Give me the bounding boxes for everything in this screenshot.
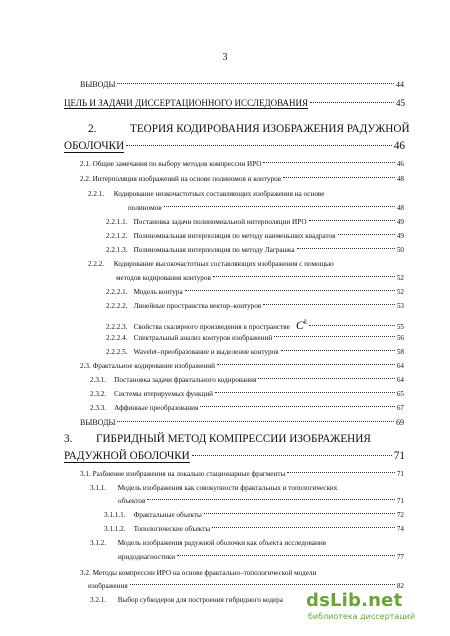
- toc-entry-number: 3.1.1.2.: [104, 525, 126, 533]
- toc-entry-page: 48: [396, 204, 404, 212]
- toc-entry-title: 3.1. Разбиение изображения на локально стационарные фрагменты: [80, 470, 286, 478]
- toc-entry-3-1-2-continuation[interactable]: [118, 553, 404, 561]
- toc-entry-number: 2.2.2.4.: [106, 334, 128, 342]
- dot-leader: [130, 584, 395, 585]
- dot-leader: [213, 276, 395, 277]
- toc-entry-number: 2.3.3.: [90, 404, 107, 412]
- toc-chapter-3-heading[interactable]: [64, 433, 371, 445]
- toc-entry-number: 2.3.1.: [90, 376, 107, 384]
- dot-leader: [185, 290, 395, 291]
- toc-entry-title: 2.3. Фрактальное кодирование изображений: [80, 362, 215, 370]
- toc-entry-page: 56: [396, 334, 404, 342]
- toc-entry-number: 3.1.2.: [90, 539, 107, 547]
- toc-entry-title: ВЫВОДЫ: [80, 80, 116, 89]
- toc-entry-number: 3.2.1.: [90, 596, 107, 604]
- toc-entry-title: Топологические объекты: [133, 525, 211, 533]
- toc-entry-title: Модель изображения как совокупности фрактальных и топологических: [117, 484, 338, 492]
- toc-entry-2-2-2-4[interactable]: [106, 334, 404, 342]
- dot-leader: [263, 304, 395, 305]
- toc-entry-page: 49: [396, 232, 404, 240]
- dot-leader: [283, 177, 395, 178]
- toc-entry-page: 71: [393, 450, 405, 462]
- toc-entry-2-3[interactable]: [80, 362, 404, 370]
- dot-leader: [274, 336, 395, 337]
- toc-entry-3-2-continuation[interactable]: [88, 582, 404, 590]
- toc-entry-title: Модель контура: [133, 288, 183, 296]
- toc-entry-number: 2.2.2.5.: [106, 348, 128, 356]
- toc-entry-title: Полиномиальная интерполяция по методу наименьших квадратов: [133, 232, 336, 240]
- toc-entry-page: 71: [396, 470, 404, 478]
- toc-entry-3-1-2[interactable]: [90, 539, 326, 547]
- dslib-logo: dsLib.net: [306, 590, 403, 611]
- toc-entry-title: ГИБРИДНЫЙ МЕТОД КОМПРЕССИИ ИЗОБРАЖЕНИЯ: [95, 433, 371, 445]
- toc-entry-number: 2.2.1.: [88, 190, 105, 198]
- toc-entry-page: 55: [396, 323, 404, 331]
- toc-entry-number: 2.2.2.2.: [106, 302, 128, 310]
- toc-entry-page: 71: [396, 497, 404, 505]
- toc-entry-3-1-1[interactable]: [90, 484, 337, 492]
- dot-leader: [177, 555, 395, 556]
- toc-entry-2-2-1-1[interactable]: [106, 218, 404, 226]
- toc-entry-number: 2.2.1.1.: [106, 218, 128, 226]
- toc-entry-number: 2.2.2.3.: [106, 323, 128, 331]
- toc-entry-page: 64: [396, 362, 404, 370]
- toc-entry-2-2-2-5[interactable]: [106, 348, 404, 356]
- dslib-caption: библиотека диссертаций: [308, 612, 416, 621]
- toc-entry-title-cont: ОБОЛОЧКИ: [64, 140, 125, 152]
- dot-leader: [287, 472, 395, 473]
- dot-leader: [217, 364, 395, 365]
- toc-entry-page: 52: [396, 288, 404, 296]
- toc-entry-3-1[interactable]: [80, 470, 404, 478]
- page-number: 3: [222, 52, 228, 63]
- toc-entry-2-2-1-2[interactable]: [106, 232, 404, 240]
- toc-entry-page: 44: [396, 80, 404, 89]
- toc-entry-title: Wavelet–преобразование и выделение контуров: [133, 348, 279, 356]
- toc-entry-goals[interactable]: [64, 98, 405, 109]
- toc-entry-title: Свойства скалярного произведения в пространстве: [133, 323, 290, 331]
- dot-leader: [212, 527, 395, 528]
- toc-entry-page: 58: [396, 348, 404, 356]
- dot-leader: [192, 455, 392, 456]
- toc-entry-title: Полиномиальная интерполяция по методу Лагранжа: [133, 246, 295, 254]
- dot-leader: [281, 350, 395, 351]
- toc-entry-title: ВЫВОДЫ: [80, 418, 116, 427]
- toc-entry-title: Аффинные преобразования: [114, 404, 199, 412]
- toc-entry-title: 2.2. Интерполяция изображений на основе полиномов и контуров: [80, 175, 282, 183]
- dot-leader: [117, 83, 394, 84]
- dot-leader: [309, 220, 395, 221]
- toc-chapter-3-continuation[interactable]: [64, 450, 405, 463]
- toc-entry-title: Постановка задачи полиномиальной интерполяции ИРО: [133, 218, 307, 226]
- toc-entry-title-cont: полиномов: [128, 204, 162, 212]
- toc-entry-2-2-1-continuation[interactable]: [128, 204, 404, 212]
- dot-leader: [258, 378, 395, 379]
- dot-leader: [309, 325, 395, 326]
- toc-entry-2-2-2-3[interactable]: [106, 318, 404, 333]
- toc-entry-page: 64: [396, 376, 404, 384]
- toc-entry-number: 3.1.1.: [90, 484, 107, 492]
- dot-leader: [263, 162, 394, 163]
- toc-entry-title: Выбор субкодеров для построения гибридного кодера: [117, 596, 283, 604]
- toc-entry-page: 49: [396, 218, 404, 226]
- toc-entry-title: Системы итерируемых функций: [114, 390, 214, 398]
- toc-entry-3-1-1-1[interactable]: [104, 511, 404, 519]
- dot-leader: [117, 421, 394, 422]
- dot-leader: [204, 513, 395, 514]
- toc-entry-page: 48: [396, 175, 404, 183]
- toc-entry-3-1-1-2[interactable]: [104, 525, 404, 533]
- toc-entry-title-cont: методов кодирования контуров: [116, 274, 211, 282]
- toc-entry-3-2-1[interactable]: [90, 596, 283, 604]
- dot-leader: [215, 392, 395, 393]
- toc-entry-3-2[interactable]: [80, 569, 316, 577]
- toc-entry-2-3-3[interactable]: [90, 404, 404, 412]
- toc-entry-title-cont: изображения: [88, 582, 128, 590]
- toc-entry-number: 2.2.2.: [88, 260, 105, 268]
- toc-entry-page: 46: [393, 140, 405, 152]
- toc-entry-2-2-1-3[interactable]: [106, 246, 404, 254]
- toc-entry-3-1-1-continuation[interactable]: [118, 497, 404, 505]
- dot-leader: [338, 234, 395, 235]
- toc-entry-title: 3.2. Методы компрессии ИРО на основе фрактально–топологической модели: [80, 569, 317, 577]
- toc-entry-2-2-2[interactable]: [88, 260, 334, 268]
- toc-entry-2-2-1[interactable]: [88, 190, 324, 198]
- toc-entry-page: 46: [396, 160, 404, 168]
- toc-chapter-2-heading[interactable]: [88, 123, 410, 135]
- toc-entry-title: ЦЕЛЬ И ЗАДАЧИ ДИССЕРТАЦИОННОГО ИССЛЕДОВАНИЯ: [64, 98, 309, 108]
- toc-entry-title: Фрактальные объекты: [133, 511, 202, 519]
- toc-entry-title: ТЕОРИЯ КОДИРОВАНИЯ ИЗОБРАЖЕНИЯ РАДУЖНОЙ: [129, 123, 410, 135]
- toc-entry-number: 3.: [64, 433, 73, 445]
- toc-entry-page: 45: [396, 98, 405, 108]
- toc-entry-page: 77: [396, 553, 404, 561]
- toc-chapter-2-continuation[interactable]: [64, 140, 405, 153]
- toc-entry-conclusions-2[interactable]: [80, 418, 404, 427]
- toc-entry-number: 2.2.2.1.: [106, 288, 128, 296]
- toc-entry-title-cont: объектов: [118, 497, 146, 505]
- toc-entry-2-3-1[interactable]: [90, 376, 404, 384]
- math-symbol-ck: $C^k$: [295, 318, 307, 332]
- toc-entry-page: 67: [396, 404, 404, 412]
- toc-entry-2-2-2-continuation[interactable]: [116, 274, 404, 282]
- toc-entry-title: 2.1. Общие замечания по выбору методов компрессии ИРО: [80, 160, 262, 168]
- toc-entry-2-2-2-1[interactable]: [106, 288, 404, 296]
- toc-entry-title-cont: РАДУЖНОЙ ОБОЛОЧКИ: [64, 450, 190, 462]
- toc-entry-page: 74: [396, 525, 404, 533]
- toc-entry-title: Линейные пространства вектор–контуров: [133, 302, 262, 310]
- toc-entry-title: Кодирование низкочастотных составляющих изображения на основе: [113, 190, 325, 198]
- dot-leader: [297, 248, 395, 249]
- toc-entry-page: 72: [396, 511, 404, 519]
- toc-entry-2-2[interactable]: [80, 175, 404, 183]
- toc-entry-page: 82: [396, 582, 404, 590]
- dot-leader: [147, 499, 394, 500]
- toc-entry-number: 2.2.1.2.: [106, 232, 128, 240]
- toc-entry-number: 2.3.2.: [90, 390, 107, 398]
- dot-leader: [200, 406, 395, 407]
- toc-entry-title: Спектральный анализ контуров изображений: [133, 334, 273, 342]
- toc-entry-2-2-2-2[interactable]: [106, 302, 404, 310]
- toc-entry-number: 3.1.1.1.: [104, 511, 126, 519]
- dot-leader: [310, 102, 394, 103]
- toc-entry-page: 53: [396, 302, 404, 310]
- toc-entry-2-3-2[interactable]: [90, 390, 404, 398]
- toc-entry-number: 2.2.1.3.: [106, 246, 128, 254]
- toc-entry-title: Модель изображения радужной оболочки как объекта исследования: [117, 539, 326, 547]
- toc-entry-page: 50: [396, 246, 404, 254]
- dot-leader: [164, 206, 395, 207]
- toc-entry-page: 52: [396, 274, 404, 282]
- toc-entry-conclusions-1[interactable]: [80, 80, 404, 89]
- toc-entry-2-1[interactable]: [80, 160, 404, 168]
- toc-entry-title: Кодирование высокочастотных составляющих изображения с помощью: [113, 260, 334, 268]
- toc-entry-title: Постановка задачи фрактального кодирования: [114, 376, 257, 384]
- dot-leader: [126, 145, 392, 146]
- toc-entry-page: 69: [396, 418, 404, 427]
- toc-entry-page: 65: [396, 390, 404, 398]
- toc-entry-title-cont: иридодиагностики: [118, 553, 176, 561]
- toc-entry-number: 2.: [88, 123, 97, 135]
- dslib-watermark: [306, 590, 438, 626]
